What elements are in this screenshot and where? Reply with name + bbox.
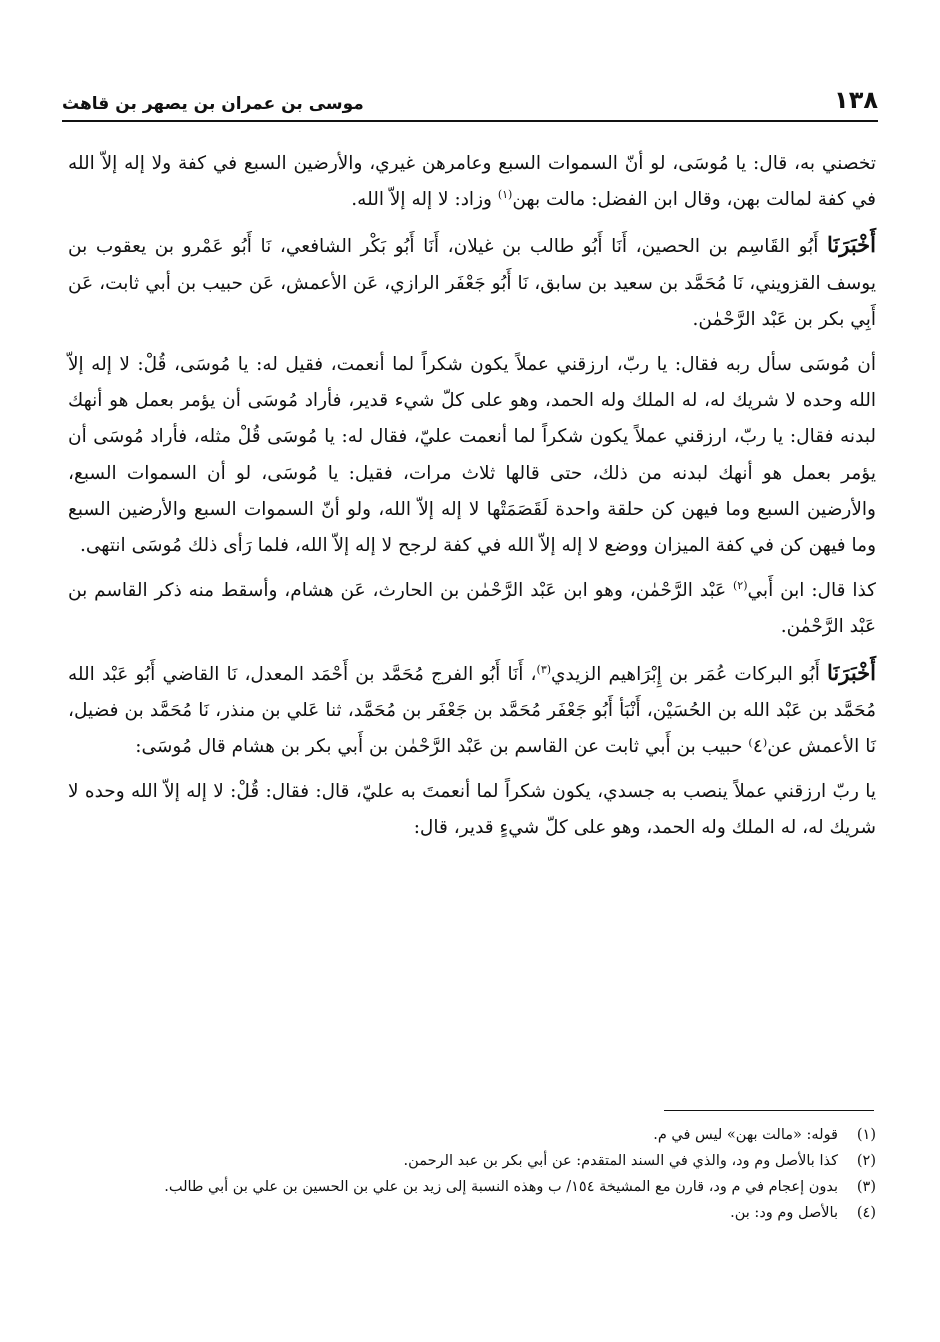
- paragraph-text: وزاد: لا إله إلاّ الله.: [351, 189, 498, 211]
- paragraph-text: تخصني به، قال: يا مُوسَى، لو أنّ السموات السبع وعامرهن غيري، والأرضين السبع في كفة ولا إله إلاّ الله في كفة لمالت بهن، وقال ابن الفضل: مالت بهن: [68, 153, 876, 211]
- footnote-marker: (٣): [536, 662, 552, 676]
- paragraph-text: ، أَنَا أَبُو الفرج مُحَمَّد بن أَحْمَد المعدل، نَا القاضي أَبُو عَبْد الله مُحَمَّد بن عَبْد الله بن الحُسَيْن، أَنْبَأ أَبُو جَعْفَر مُحَمَّد بن جَعْفَر بن مُحَمَّد، ثنا عَلي بن منذر، نَا مُحَمَّد بن فضيل، نَا الأعمش عن⁽٤⁾ حبيب بن أَبي ثابت عن القاسم بن عَبْد الرَّحْمٰن بن أَبي بكر بن هشام قال مُوسَى:: [68, 663, 876, 758]
- footnote: [80, 1148, 876, 1174]
- footnote: [80, 1122, 876, 1148]
- paragraph-text: كذا قال: ابن أَبي: [747, 580, 876, 602]
- footnote-number: (٤): [856, 1205, 876, 1221]
- paragraph-text: يا ربّ ارزقني عملاً ينصب به جسدي، يكون شكراً لما أنعمتَ به عليّ، قال: فقال: قُلْ: لا إله إلاّ الله وحده لا شريك له، له الملك وله الحمد، وهو على كلّ شيءٍ قدير، قال:: [68, 781, 876, 839]
- footnote-text: بالأصل وم ود: بن.: [730, 1205, 838, 1221]
- footnote-separator: [664, 1110, 874, 1111]
- paragraph: [68, 774, 876, 846]
- footnote-number: (٢): [856, 1153, 876, 1169]
- footnote: [80, 1174, 876, 1200]
- paragraph-text: أَبُو القَاسِم بن الحصين، أَنَا أَبُو طالب بن غيلان، أَنَا أَبُو بَكْر الشافعي، نَا أَبُو عَمْرو بن يعقوب بن يوسف القزويني، نَا مُحَمَّد بن سعيد بن سابق، نَا أَبُو جَعْفَر الرازي، عَن الأعمش، عَن حبيب بن أبي ثابت، عَن أَبِي بكر بن عَبْد الرَّحْمٰن.: [68, 236, 876, 330]
- footnote-number: (١): [856, 1127, 876, 1143]
- main-text: [68, 146, 876, 856]
- running-title: موسى بن عمران بن يصهر بن قاهث: [62, 94, 364, 114]
- footnote-marker: (٢): [732, 579, 748, 593]
- paragraph: [68, 573, 876, 645]
- page-number: ١٣٨: [834, 86, 878, 114]
- footnote: [80, 1200, 876, 1226]
- paragraph: [68, 347, 876, 564]
- paragraph-text: عَبْد الرَّحْمٰن، وهو ابن عَبْد الرَّحْمٰن بن الحارث، عَن هشام، وأسقط منه ذكر القاسم بن عَبْد الرَّحْمٰن.: [68, 580, 876, 638]
- paragraph-text: أَبُو البركات عُمَر بن إِبْرَاهيم الزيدي: [551, 663, 828, 685]
- paragraph: [68, 655, 876, 766]
- paragraph-text: أن مُوسَى سأل ربه فقال: يا ربّ، ارزقني عملاً يكون شكراً لما أنعمت، فقيل له: يا مُوسَى، قُلْ: لا إله إلاّ الله وحده لا شريك له، له الملك وله الحمد، وهو على كلّ شيء قدير، فأراد مُوسَى أن يؤمر بعمل هو أنهك لبدنه فقال: يا ربّ، ارزقني عملاً يكون شكراً لما أنعمت عليّ، فقال له: يا مُوسَى قُلْ مثله، فأراد مُوسَى أن يؤمر بعمل هو أنهك لبدنه من ذلك، حتى قالها ثلاث مرات، فقيل: يا مُوسَى، لو أن السموات السبع، والأرضين السبع وما فيهن كن حلقة واحدة لَقَصَمَتْها لا إله إلاّ الله، ولو أنّ السموات السبع والأرضين السبع وما فيهن كن في كفة الميزان ووضع لا إله إلاّ الله في كفة لرجح لا إله إلاّ الله، فلما رَأى ذلك مُوسَى انتهى.: [68, 354, 876, 557]
- footnote-number: (٣): [856, 1179, 876, 1195]
- footnote-text: قوله: «مالت بهن» ليس في م.: [653, 1127, 838, 1143]
- footnote-text: كذا بالأصل وم ود، والذي في السند المتقدم: عن أبي بكر بن عبد الرحمن.: [403, 1153, 838, 1169]
- paragraph-lead-word: أَخْبَرَنَا: [827, 659, 876, 685]
- paragraph: [68, 146, 876, 218]
- footnotes: [80, 1122, 876, 1226]
- paragraph-lead-word: أَخْبَرَنَا: [827, 232, 876, 258]
- page-header: [62, 78, 878, 122]
- footnote-text: بدون إعجام في م ود، قارن مع المشيخة ١٥٤/ ب وهذه النسبة إلى زيد بن علي بن الحسين بن علي بن أبي طالب.: [164, 1179, 838, 1195]
- footnote-marker: (١): [497, 188, 513, 202]
- paragraph: [68, 227, 876, 338]
